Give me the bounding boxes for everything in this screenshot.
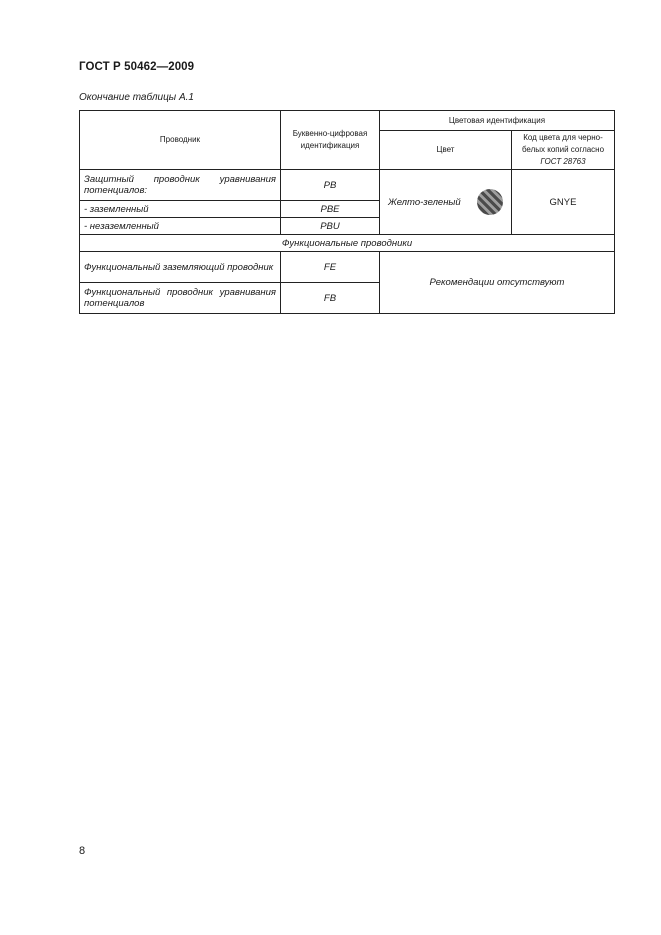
document-code: ГОСТ Р 50462—2009 — [79, 61, 195, 73]
table-caption: Окончание таблицы А.1 — [79, 92, 194, 103]
page-number: 8 — [79, 845, 86, 857]
yellow-green-striped-circle-icon — [477, 189, 503, 215]
row-fb-name: Функциональный проводник уравнивания потенциалов — [80, 283, 281, 314]
row-pb-code: PB — [281, 170, 380, 201]
header-gost-reference: ГОСТ 28763 — [540, 157, 586, 166]
color-name: Желто-зеленый — [388, 196, 461, 208]
row-pbu-code: PBU — [281, 218, 380, 235]
color-cell — [380, 170, 512, 235]
header-color: Цвет — [380, 131, 512, 170]
row-fe-code: FE — [281, 252, 380, 283]
row-fe-name: Функциональный заземляющий проводник — [80, 252, 281, 283]
header-color-identification: Цветовая идентификация — [380, 111, 615, 131]
color-code-cell: GNYE — [512, 170, 615, 235]
section-functional-conductors: Функциональные проводники — [80, 235, 615, 252]
header-alphanumeric: Буквенно-цифровая идентификация — [281, 111, 380, 170]
no-recommendation-cell: Рекомендации отсутствуют — [380, 252, 615, 314]
row-fb-code: FB — [281, 283, 380, 314]
header-color-code-text: Код цвета для черно-белых копий согласно — [521, 133, 605, 154]
row-pbe-name: - заземленный — [80, 201, 281, 218]
conductor-identification-table — [79, 110, 615, 314]
row-pb-name: Защитный проводник уравнивания потенциалов: — [80, 170, 281, 201]
row-pbu-name: - незаземленный — [80, 218, 281, 235]
header-color-code — [512, 131, 615, 170]
header-conductor: Проводник — [80, 111, 281, 170]
row-pbe-code: PBE — [281, 201, 380, 218]
